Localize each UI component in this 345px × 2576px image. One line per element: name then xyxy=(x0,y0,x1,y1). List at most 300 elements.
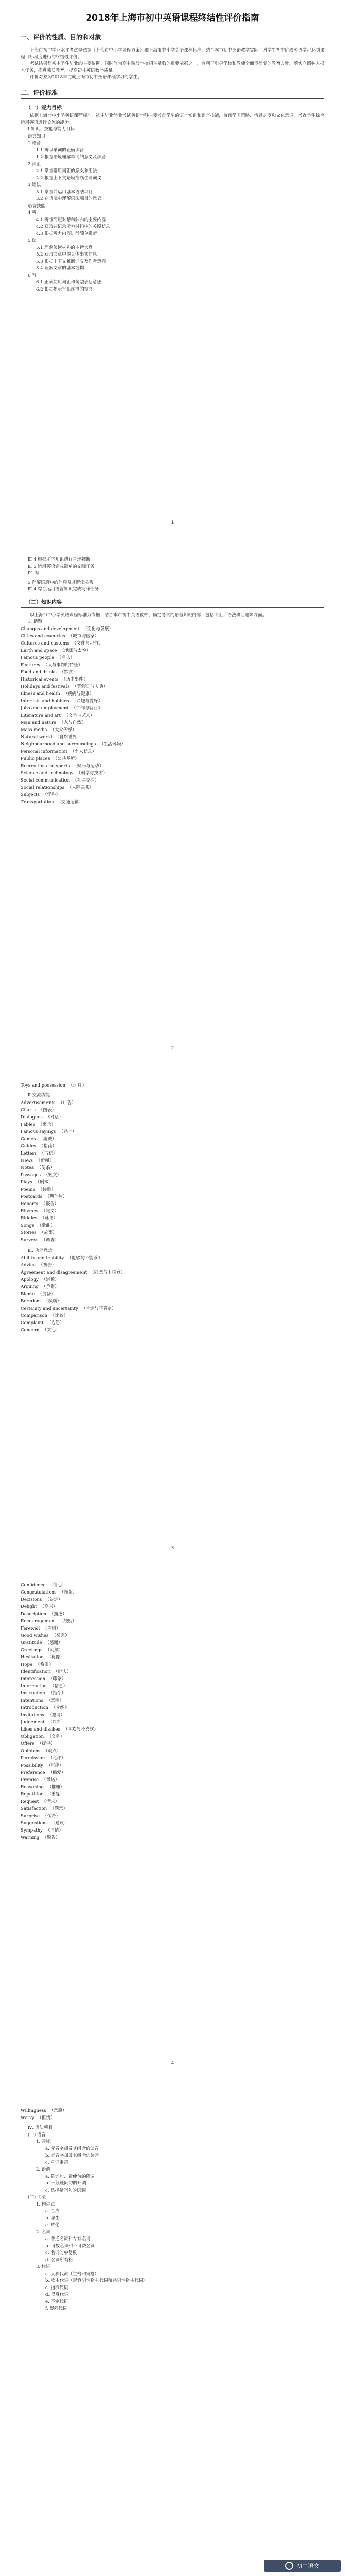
list-item xyxy=(21,1683,324,1690)
chinese-gloss: （科学与技术） xyxy=(76,771,107,776)
english-term: Apology xyxy=(21,1277,39,1282)
grammar-line: c. 选择疑问句的语调 xyxy=(45,2188,86,2193)
list-item xyxy=(21,1589,324,1596)
english-term: Greetings xyxy=(21,1648,43,1653)
chinese-gloss: （满意） xyxy=(50,1806,68,1811)
chinese-gloss: （饮食） xyxy=(59,670,77,675)
chinese-gloss: （义务） xyxy=(47,1734,65,1739)
chinese-gloss: （谜语） xyxy=(40,1215,58,1221)
functions-list xyxy=(21,1582,324,1841)
english-term: Agreement and disagreement xyxy=(21,1270,87,1275)
objective-line: 4.2 获取并记录听力材料中的关键信息 xyxy=(36,224,110,229)
objective-list xyxy=(21,580,324,594)
chinese-gloss: （城市与国家） xyxy=(68,634,100,639)
list-item xyxy=(21,1769,324,1776)
grammar-line: d. 反身代词 xyxy=(45,2292,69,2297)
chinese-gloss: （历史事件） xyxy=(61,677,88,682)
list-item xyxy=(21,719,324,726)
functions-list xyxy=(21,2107,324,2122)
list-item xyxy=(21,698,324,705)
chinese-gloss: （指令） xyxy=(48,1691,66,1696)
grammar-line: 2. 名词 xyxy=(36,2229,51,2235)
chinese-gloss: （韵文） xyxy=(41,1208,59,1214)
list-item xyxy=(21,726,324,734)
objective-line: 6 写 xyxy=(28,273,37,278)
chinese-gloss: （生活环境） xyxy=(99,742,126,747)
english-term: Comparison xyxy=(21,1313,47,1318)
list-item xyxy=(21,1319,324,1327)
chinese-gloss: （剧本） xyxy=(35,1179,53,1185)
english-term: Food and drinks xyxy=(21,670,57,675)
english-term: Advice xyxy=(21,1263,36,1268)
objective-list xyxy=(21,556,324,578)
paragraph: 考试结果是初中学生毕业的主要依据，同时作为高中阶段学校招生录取的重要依据之一，有利于引导学校和教师全面贯彻党的教育方针，落实立德树人根本任务，推进素质教育，提高初中英语教学质量。 xyxy=(21,61,324,73)
english-term: Reasoning xyxy=(21,1785,44,1790)
list-item xyxy=(21,1582,324,1589)
chinese-gloss: （寓言） xyxy=(38,1122,56,1127)
list-item xyxy=(21,1784,324,1791)
english-term: Worry xyxy=(21,2115,35,2121)
chinese-gloss: （描述） xyxy=(49,1612,67,1617)
grammar-line: f. 疑问代词 xyxy=(45,2306,68,2311)
list-item xyxy=(21,1298,324,1305)
list-item xyxy=(21,1215,324,1222)
english-term: Social communication xyxy=(21,778,70,783)
list-item xyxy=(21,777,324,784)
chinese-gloss: （问候） xyxy=(45,1648,63,1653)
english-term: Natural world xyxy=(21,735,52,740)
english-term: Songs xyxy=(21,1223,35,1228)
list-item xyxy=(21,1193,324,1200)
chinese-gloss: （便条） xyxy=(37,1165,55,1171)
chinese-gloss: （文化与习俗） xyxy=(72,641,103,646)
chinese-gloss: （建议） xyxy=(51,1821,69,1826)
chinese-gloss: （提供） xyxy=(37,1741,55,1747)
list-item xyxy=(21,1632,324,1639)
english-term: Introduction xyxy=(21,1705,48,1710)
chinese-gloss: （娱乐与运动） xyxy=(73,764,104,769)
chinese-gloss: （文学与艺术） xyxy=(63,713,95,718)
objective-line: 语言知识 xyxy=(28,133,46,139)
list-item xyxy=(21,1690,324,1697)
grammar-line: c. 转化 xyxy=(45,2223,60,2228)
english-term: Public places xyxy=(21,756,50,761)
objective-line: 3.1 掌握并运用基本语法项目 xyxy=(36,189,93,195)
chinese-gloss: （决定） xyxy=(45,1597,63,1602)
chinese-gloss: （人与事物的特征） xyxy=(43,663,83,668)
chinese-gloss: （人际关系） xyxy=(67,785,94,790)
chinese-gloss: （惊奇） xyxy=(42,1814,60,1819)
chinese-gloss: （感谢） xyxy=(45,1640,63,1646)
english-term: Famous sayings xyxy=(21,1129,56,1134)
list-item xyxy=(21,1733,324,1740)
objective-line: 1.2 根据语境理解单词的意义及读音 xyxy=(36,155,106,160)
english-term: Good wishes xyxy=(21,1633,49,1638)
objective-line: 5 理解语篇中的信息及其逻辑关系 xyxy=(28,580,94,585)
chinese-gloss: （图表） xyxy=(38,1107,56,1113)
chinese-gloss: （厌烦） xyxy=(44,1299,62,1304)
list-item xyxy=(21,654,324,662)
section-heading-standards: 二、评价标准 xyxy=(21,89,58,96)
english-term: Intentions xyxy=(21,1698,43,1703)
chinese-gloss: （兴趣与爱好） xyxy=(72,699,103,704)
english-term: Encouragement xyxy=(21,1619,56,1624)
list-item xyxy=(21,791,324,799)
chinese-gloss: （名言） xyxy=(59,1129,77,1134)
chinese-gloss: （短文） xyxy=(44,1172,62,1178)
paragraph: 评价对象为2018年完成上海市初中英语课程学习的学生。 xyxy=(30,75,142,80)
chinese-gloss: （变化与发展） xyxy=(83,626,113,632)
document-page-2 xyxy=(21,556,324,1072)
paragraph: 以上海市中小学英语课程标准为依据，结合本市初中英语教材，确定考试的语言知识内容，包括词汇、语法和话题等方面。 xyxy=(30,612,267,618)
chinese-gloss: （可能） xyxy=(46,1763,64,1768)
english-term: Obligation xyxy=(21,1734,44,1739)
objective-line: 5.2 获取文章中的具体事实信息 xyxy=(36,252,97,257)
page-number: 3 xyxy=(171,1546,174,1551)
chinese-gloss: （道歉） xyxy=(41,1277,59,1282)
english-term: Cultures and customs xyxy=(21,641,69,646)
list-item xyxy=(21,762,324,770)
english-term: Complaint xyxy=(21,1320,44,1326)
list-item xyxy=(21,1222,324,1229)
english-term: Judgement xyxy=(21,1720,45,1725)
english-term: News xyxy=(21,1158,34,1163)
chinese-gloss: （祝贺） xyxy=(59,1590,77,1595)
grammar-line: 1. 构词法 xyxy=(36,2201,55,2207)
chinese-gloss: （判断） xyxy=(47,1720,65,1725)
chinese-gloss: （警告） xyxy=(42,1835,60,1840)
list-item xyxy=(21,1791,324,1798)
chinese-gloss: （疾病与健康） xyxy=(63,691,94,697)
list-item xyxy=(21,1704,324,1711)
chinese-gloss: （承诺） xyxy=(42,1777,60,1783)
list-item xyxy=(21,1179,324,1186)
document-title: 2018年上海市初中英语课程终结性评价指南 xyxy=(86,13,259,23)
list-item xyxy=(21,690,324,698)
chinese-gloss: （个人信息） xyxy=(70,749,97,754)
objective-line: 6.2 根据提示写出连贯的短文 xyxy=(36,286,93,292)
grammar-line: b. 一般疑问句的升调 xyxy=(45,2181,86,2186)
grammar-line: c. 单词重音 xyxy=(45,2160,69,2165)
list-item xyxy=(21,1200,324,1208)
english-term: Suggestions xyxy=(21,1821,48,1826)
list-item xyxy=(21,1208,324,1215)
english-term: Description xyxy=(21,1612,46,1617)
list-item xyxy=(21,1762,324,1769)
objective-line: P1 写 xyxy=(28,571,40,576)
chinese-gloss: （自然世界） xyxy=(55,735,81,740)
english-term: Opinions xyxy=(21,1749,41,1754)
english-term: Gratitude xyxy=(21,1640,42,1646)
list-item xyxy=(21,1596,324,1603)
list-item xyxy=(21,1276,324,1283)
english-term: Farewell xyxy=(21,1626,40,1631)
list-item xyxy=(21,647,324,654)
document-page-5 xyxy=(21,2107,324,2576)
english-term: Satisfaction xyxy=(21,1806,47,1811)
english-term: Neighbourhood and surroundings xyxy=(21,742,96,747)
list-item xyxy=(21,1834,324,1841)
grammar-line: a. 合成 xyxy=(45,2209,60,2214)
english-term: Social relationships xyxy=(21,785,64,790)
list-item xyxy=(21,1748,324,1755)
grammar-line: b. 可数名词和不可数名词 xyxy=(45,2243,95,2249)
page-number: 1 xyxy=(171,520,174,526)
list-item xyxy=(21,1236,324,1244)
list-item xyxy=(21,799,324,806)
english-term: Holidays and festivals xyxy=(21,684,70,689)
document-page-3 xyxy=(21,1082,324,1597)
list-item xyxy=(21,1611,324,1618)
list-item xyxy=(21,1099,324,1107)
english-term: Passages xyxy=(21,1172,41,1178)
list-item xyxy=(21,1136,324,1143)
grammar-line: a. 元音字母及其组合的读音 xyxy=(45,2146,99,2151)
list-item xyxy=(21,755,324,762)
list-item xyxy=(21,1812,324,1820)
english-term: Features xyxy=(21,663,40,668)
list-item xyxy=(21,1312,324,1319)
list-item xyxy=(21,1305,324,1312)
chinese-gloss: （同意与不同意） xyxy=(90,1270,125,1275)
list-item xyxy=(21,1798,324,1805)
chinese-gloss: （重复） xyxy=(46,1792,64,1797)
chinese-gloss: （社会交往） xyxy=(73,778,100,783)
chinese-gloss: （允许） xyxy=(48,1756,66,1761)
objective-line: 2 词汇 xyxy=(28,161,41,167)
english-term: Impression xyxy=(21,1676,45,1682)
english-term: Science and technology xyxy=(21,771,74,776)
english-term: Advertisements xyxy=(21,1100,56,1106)
grammar-line: (二) 词法 xyxy=(28,2195,46,2200)
chinese-gloss: （祝愿） xyxy=(52,1633,70,1638)
chinese-gloss: （地球与太空） xyxy=(60,648,91,653)
objective-line: 1.1 辨识单词的正确读音 xyxy=(36,147,84,153)
site-logo-icon xyxy=(285,2562,293,2570)
english-term: Riddles xyxy=(21,1215,38,1221)
objective-line: 5.3 根据上下文推断词义及作者意图 xyxy=(36,259,106,264)
english-term: Changes and development xyxy=(21,626,80,632)
english-term: Poems xyxy=(21,1187,35,1192)
section-heading-nature: 一、评价的性质、目的和对象 xyxy=(21,33,102,41)
list-item xyxy=(21,712,324,719)
list-item xyxy=(21,705,324,712)
chinese-gloss: （诗歌） xyxy=(38,1187,56,1192)
list-item xyxy=(21,2114,324,2122)
list-item xyxy=(21,1150,324,1157)
english-term: Surprise xyxy=(21,1814,40,1819)
objective-line: 5.1 理解阅读材料的主旨大意 xyxy=(36,245,93,250)
english-term: Interests and hobbies xyxy=(21,699,69,704)
chinese-gloss: （鼓励） xyxy=(59,1619,77,1624)
english-term: Information xyxy=(21,1684,47,1689)
list-item xyxy=(21,1603,324,1611)
chinese-gloss: （能够与不能够） xyxy=(67,1256,103,1261)
grammar-line: e. 不定代词 xyxy=(45,2299,69,2304)
heading-rule xyxy=(21,607,324,608)
chinese-gloss: （交通运输） xyxy=(57,800,84,805)
grammar-line: c. 名词的单复数 xyxy=(45,2250,77,2256)
section-label: Ⅲ. 功能意念 xyxy=(28,1248,53,1253)
grammar-line: b. 物主代词（形容词性物主代词和名词性物主代词） xyxy=(45,2278,147,2283)
list-item xyxy=(21,1283,324,1291)
list-item xyxy=(21,1114,324,1121)
list-item xyxy=(21,734,324,741)
list-item xyxy=(21,1697,324,1704)
english-term: Repetition xyxy=(21,1792,44,1797)
chinese-gloss: （对话） xyxy=(45,1114,63,1120)
document-page-4 xyxy=(21,1582,324,2097)
chinese-gloss: （人与自然） xyxy=(59,720,86,725)
chinese-gloss: （劝告） xyxy=(38,1263,56,1268)
english-term: Identification xyxy=(21,1669,51,1674)
english-term: Surveys xyxy=(21,1237,39,1243)
chinese-gloss: （犹豫） xyxy=(46,1655,64,1660)
english-term: Sympathy xyxy=(21,1828,43,1833)
grammar-line: 2. 语调 xyxy=(36,2167,51,2172)
list-item xyxy=(21,1647,324,1654)
english-term: Famous people xyxy=(21,655,54,660)
list-item xyxy=(21,1618,324,1625)
paragraph: 上海市初中学业水平考试是依据《上海市中小学课程方案》和上海市中小学英语课程标准，结合本市初中英语教学实际，对学生初中阶段英语学习达到课程目标程度进行的终结性评价。 xyxy=(21,48,324,60)
grammar-line: a. 陈述句、祈使句的降调 xyxy=(45,2174,95,2179)
english-term: Promise xyxy=(21,1777,39,1783)
english-term: Warning xyxy=(21,1835,40,1840)
objective-line: 3.2 在语境中理解语法项目的意义 xyxy=(36,196,102,201)
list-item xyxy=(21,1726,324,1733)
chinese-gloss: （信心） xyxy=(48,1583,67,1588)
english-term: Recreation and sports xyxy=(21,764,70,769)
chinese-gloss: （节假日与庆典） xyxy=(72,684,108,689)
list-item xyxy=(21,1625,324,1632)
chinese-gloss: （广告） xyxy=(58,1100,76,1106)
english-term: Arguing xyxy=(21,1284,39,1290)
list-item xyxy=(21,1229,324,1236)
grammar-line: 1. 音标 xyxy=(36,2139,51,2144)
english-term: Permission xyxy=(21,1756,45,1761)
english-term: Hope xyxy=(21,1662,33,1667)
list-item xyxy=(21,2107,324,2114)
list-item xyxy=(21,1255,324,1262)
chinese-gloss: （名人） xyxy=(57,655,75,660)
english-term: Historical events xyxy=(21,677,59,682)
grammar-line: c. 指示代词 xyxy=(45,2285,69,2291)
english-term: Postcards xyxy=(21,1194,42,1199)
chinese-gloss: （信息） xyxy=(50,1684,68,1689)
list-item xyxy=(21,669,324,676)
chinese-gloss: （同情） xyxy=(45,1828,63,1833)
english-term: Transportation xyxy=(21,800,54,805)
chinese-gloss: （关心） xyxy=(42,1328,60,1333)
list-item xyxy=(21,1143,324,1150)
chinese-gloss: （意愿） xyxy=(49,2108,67,2113)
document-page-1 xyxy=(21,10,324,536)
chinese-gloss: （推理） xyxy=(47,1785,65,1790)
page-number: 4 xyxy=(171,2061,174,2066)
grammar-list xyxy=(21,2132,324,2313)
chinese-gloss: （书信） xyxy=(39,1150,57,1156)
english-term: Invitations xyxy=(21,1713,44,1718)
english-term: Mass media xyxy=(21,727,47,733)
english-term: Man and nature xyxy=(21,720,57,725)
english-term: Dialogues xyxy=(21,1114,43,1120)
list-item xyxy=(21,683,324,690)
chinese-gloss: （大众传媒） xyxy=(50,727,77,733)
grammar-line: a. 普通名词和专有名词 xyxy=(45,2236,90,2242)
list-item xyxy=(21,1121,324,1128)
chinese-gloss: （告别） xyxy=(43,1626,61,1631)
english-term: Congratulations xyxy=(21,1590,57,1595)
objective-line: 4.3 根据听力内容进行简单推断 xyxy=(36,231,97,236)
list-item xyxy=(21,1269,324,1276)
objective-line: Ⅲ 4 根据所学知识进行合理推断 xyxy=(28,557,91,562)
list-item xyxy=(21,1654,324,1661)
chinese-gloss: （希望） xyxy=(36,1662,54,1667)
chinese-gloss: （报告） xyxy=(41,1201,59,1207)
chinese-gloss: （歌曲） xyxy=(37,1223,55,1228)
english-term: Possibility xyxy=(21,1763,43,1768)
english-term: Ability and inability xyxy=(21,1256,64,1261)
english-term: Instruction xyxy=(21,1691,45,1696)
list-item xyxy=(21,1262,324,1269)
chinese-gloss: （指南） xyxy=(39,1143,57,1149)
english-term: Certainty and uncertainty xyxy=(21,1306,78,1311)
chinese-gloss: （学科） xyxy=(42,792,60,798)
english-term: Likes and dislikes xyxy=(21,1727,60,1732)
watermark-text: 初中语文 xyxy=(297,2563,319,2569)
grammar-line: d. 名词所有格 xyxy=(45,2257,73,2263)
list-item xyxy=(21,741,324,748)
objective-line: 3 语法 xyxy=(28,182,41,188)
english-term: Preference xyxy=(21,1770,45,1775)
objective-line: 4 听 xyxy=(28,210,37,215)
text-types-list xyxy=(21,1099,324,1244)
subsection-heading-ability: （一）能力目标 xyxy=(26,105,62,111)
grammar-line: b. 派生 xyxy=(45,2215,60,2221)
objective-line: 5 读 xyxy=(28,238,37,243)
list-item xyxy=(21,1639,324,1647)
chinese-gloss: （观点） xyxy=(43,1749,61,1754)
english-term: Confidence xyxy=(21,1583,46,1588)
list-item xyxy=(21,1740,324,1748)
english-term: Literature and art xyxy=(21,713,61,718)
list-item xyxy=(21,1675,324,1683)
english-term: Jobs and employment xyxy=(21,706,69,711)
chinese-gloss: （意图） xyxy=(46,1698,64,1703)
objective-list xyxy=(21,133,324,294)
list-item xyxy=(21,640,324,647)
english-term: Concern xyxy=(21,1328,40,1333)
english-term: Offers xyxy=(21,1741,35,1747)
list-item xyxy=(21,1164,324,1172)
list-item xyxy=(21,770,324,777)
chinese-gloss: （调查） xyxy=(41,1237,59,1243)
chinese-gloss: （公共场所） xyxy=(53,756,79,761)
list-item xyxy=(21,1805,324,1812)
list-item xyxy=(21,1668,324,1675)
section-label: Ⅳ. 语法项目 xyxy=(28,2125,53,2130)
english-term: Rhymes xyxy=(21,1208,39,1214)
list-item xyxy=(21,1820,324,1827)
objective-line: Ⅲ 5 运用英语完成简单的交际任务 xyxy=(28,564,95,569)
english-term: Stories xyxy=(21,1230,37,1235)
list-item xyxy=(21,1776,324,1784)
list-item: Toys and possession （玩具） xyxy=(21,1083,87,1088)
english-term: Delight xyxy=(21,1604,37,1609)
english-term: Boredom xyxy=(21,1299,41,1304)
list-item xyxy=(21,625,324,633)
objective-line: 2.1 掌握常用词汇的意义和用法 xyxy=(36,168,97,174)
